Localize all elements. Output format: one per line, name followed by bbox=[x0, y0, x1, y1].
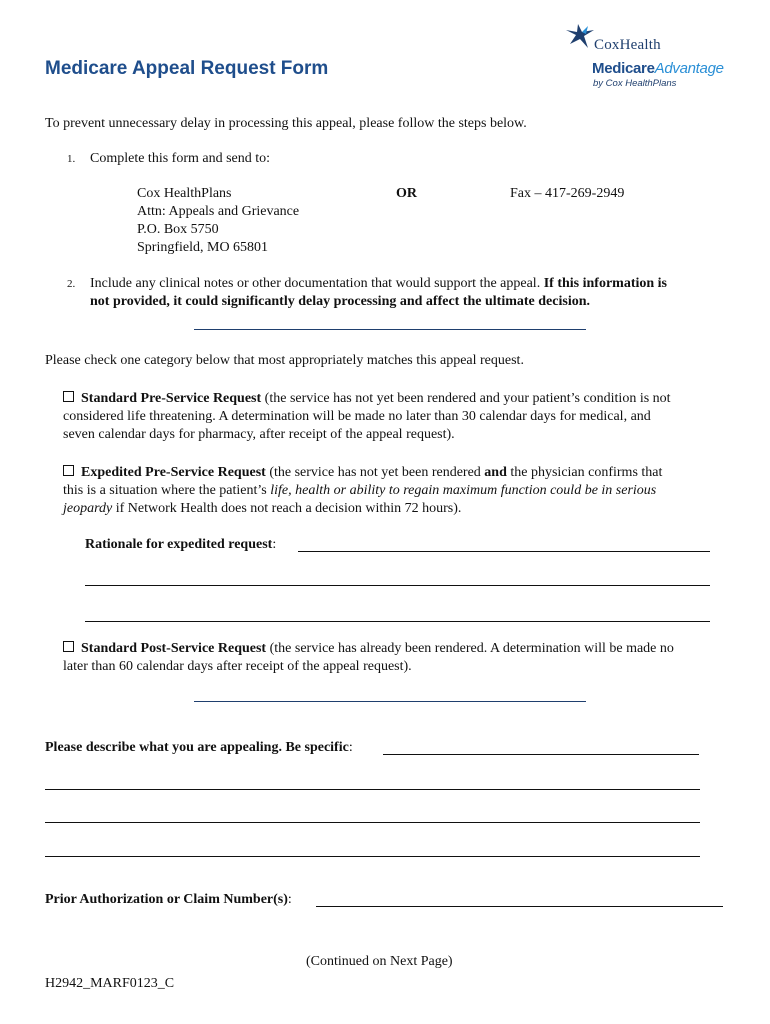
expedited-pre-checkbox[interactable] bbox=[63, 465, 74, 476]
option-standard-post: Standard Post-Service Request (the service has already been rendered. A determination will be made no bbox=[63, 640, 674, 658]
step2-number: 2. bbox=[67, 278, 76, 290]
rationale-field-line-1[interactable] bbox=[298, 551, 710, 552]
standard-pre-text-2: considered life threatening. A determination will be made no later than 30 calendar days for medical, and bbox=[63, 409, 651, 424]
address-line-4: Springfield, MO 65801 bbox=[137, 240, 269, 255]
step1-text: Complete this form and send to: bbox=[90, 151, 271, 166]
continued-note: (Continued on Next Page) bbox=[306, 954, 453, 969]
option-standard-pre: Standard Pre-Service Request (the service has not yet been rendered and your patient’s condition is not bbox=[63, 390, 671, 408]
describe-label: Please describe what you are appealing. Be specific: bbox=[45, 740, 353, 755]
fax-number: Fax – 417-269-2949 bbox=[510, 186, 625, 201]
or-label: OR bbox=[396, 186, 417, 201]
prior-auth-label: Prior Authorization or Claim Number(s): bbox=[45, 892, 292, 907]
prior-auth-field[interactable] bbox=[316, 906, 723, 907]
step2-text: Include any clinical notes or other documentation that would support the appeal. If this information is bbox=[90, 276, 667, 291]
logo-brand: CoxHealth bbox=[594, 37, 661, 53]
step1-number: 1. bbox=[67, 153, 76, 165]
form-title: Medicare Appeal Request Form bbox=[45, 58, 329, 79]
expedited-pre-text-3: jeopardy if Network Health does not reach a decision within 72 hours). bbox=[63, 501, 462, 516]
standard-pre-checkbox[interactable] bbox=[63, 391, 74, 402]
address-line-2: Attn: Appeals and Grievance bbox=[137, 204, 300, 219]
intro-text: To prevent unnecessary delay in processing this appeal, please follow the steps below. bbox=[45, 116, 527, 131]
describe-field-line-4[interactable] bbox=[45, 856, 700, 857]
category-prompt: Please check one category below that most appropriately matches this appeal request. bbox=[45, 353, 524, 368]
logo-product: MedicareAdvantage bbox=[592, 60, 724, 77]
address-line-3: P.O. Box 5750 bbox=[137, 222, 219, 237]
describe-field-line-3[interactable] bbox=[45, 822, 700, 823]
section-divider-2 bbox=[194, 701, 586, 702]
expedited-pre-text-2: this is a situation where the patient’s life, health or ability to regain maximum function could be in serious bbox=[63, 483, 657, 498]
section-divider bbox=[194, 329, 586, 330]
describe-field-line-2[interactable] bbox=[45, 789, 700, 790]
describe-field-line-1[interactable] bbox=[383, 754, 699, 755]
step2-warning: not provided, it could significantly delay processing and affect the ultimate decision. bbox=[90, 294, 590, 309]
standard-post-checkbox[interactable] bbox=[63, 641, 74, 652]
rationale-label: Rationale for expedited request: bbox=[85, 537, 277, 552]
logo-tagline: by Cox HealthPlans bbox=[593, 78, 677, 89]
rationale-field-line-2[interactable] bbox=[85, 585, 710, 586]
address-line-1: Cox HealthPlans bbox=[137, 186, 232, 201]
coxhealth-logo bbox=[562, 20, 732, 92]
option-expedited-pre: Expedited Pre-Service Request (the service has not yet been rendered and the physician confirms that bbox=[63, 464, 662, 482]
standard-post-text-2: later than 60 calendar days after receipt of the appeal request). bbox=[63, 659, 412, 674]
rationale-field-line-3[interactable] bbox=[85, 621, 710, 622]
standard-pre-text-3: seven calendar days for pharmacy, after receipt of the appeal request). bbox=[63, 427, 455, 442]
form-code: H2942_MARF0123_C bbox=[45, 976, 175, 991]
